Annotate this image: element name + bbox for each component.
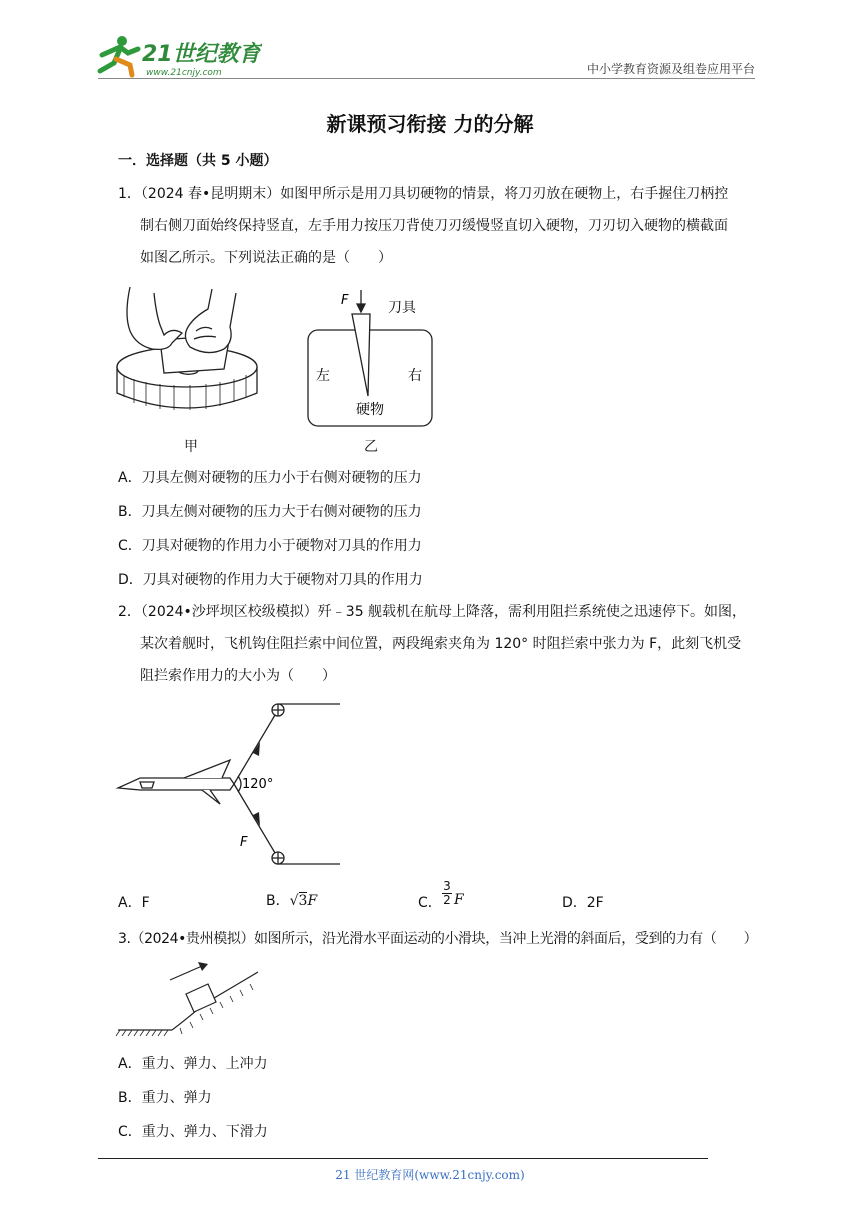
figure-jia-caption: 甲 <box>184 439 198 455</box>
angle-arc <box>238 776 241 792</box>
header-divider <box>98 78 755 79</box>
upper-cable <box>234 710 278 784</box>
slider-block <box>186 984 216 1012</box>
site-logo <box>92 33 262 79</box>
q3-option-a[interactable]: A．重力、弹力、上冲力 <box>118 1056 268 1072</box>
figure-incline <box>112 958 272 1040</box>
figure-yi-cross-section <box>300 288 440 432</box>
q3-option-c[interactable]: C．重力、弹力、下滑力 <box>118 1124 268 1140</box>
q3-option-b[interactable]: B．重力、弹力 <box>118 1090 212 1106</box>
left-label: 左 <box>316 368 330 384</box>
logo-text: 21世纪教育 <box>142 42 261 67</box>
platform-name: 中小学教育资源及组卷应用平台 <box>586 62 755 76</box>
airplane-tail <box>202 790 220 804</box>
q2-option-b[interactable]: B．√3F <box>266 893 318 909</box>
logo-url: www.21cnjy.com <box>146 68 222 78</box>
q2-option-a[interactable]: A．F <box>118 895 150 911</box>
q1-option-c[interactable]: C．刀具对硬物的作用力小于硬物对刀具的作用力 <box>118 538 422 554</box>
page-title: 新课预习衔接 力的分解 <box>326 112 534 136</box>
q1-option-d[interactable]: D．刀具对硬物的作用力大于硬物对刀具的作用力 <box>118 572 423 588</box>
force-f-label: F <box>240 835 248 850</box>
q2-option-d[interactable]: D．2F <box>562 895 604 911</box>
lower-arrow <box>253 812 260 826</box>
section-heading: 一．选择题（共 5 小题） <box>118 153 278 169</box>
figure-yi-caption: 乙 <box>364 439 378 455</box>
right-label: 右 <box>408 368 422 384</box>
ground-hatch <box>116 1030 168 1036</box>
question-3-text: 3.（2024•贵州模拟）如图所示，沿光滑水平面运动的小滑块，当冲上光滑的斜面后，受到的力有（ ） <box>118 931 758 947</box>
fraction: 3 2 <box>443 879 451 907</box>
runner-icon <box>100 36 138 75</box>
footer-link[interactable]: 21 世纪教育网(www.21cnjy.com) <box>335 1168 525 1182</box>
figure-jia-cutting <box>112 285 272 415</box>
footer-divider <box>98 1158 708 1159</box>
force-label: F <box>341 293 349 308</box>
velocity-arrow <box>170 966 202 980</box>
force-arrowhead <box>357 304 365 312</box>
q1-option-a[interactable]: A．刀具左侧对硬物的压力小于右侧对硬物的压力 <box>118 470 422 486</box>
object-label: 硬物 <box>356 402 384 418</box>
knife-blade <box>352 314 370 396</box>
question-2-text: 2．（2024•沙坪坝区校级模拟）歼﹣35 舰载机在航母上降落，需利用阻拦系统使之迅速停下。如图， 某次着舰时，飞机钩住阻拦索中间位置，两段绳索夹角为 120° 时阻拦索中张力为 F，此刻飞机受 阻拦索作用力的大小为（ ） <box>118 604 747 684</box>
airplane-wing <box>184 760 230 778</box>
angle-label: 120° <box>242 777 274 792</box>
question-1-text: 1．（2024 春•昆明期末）如图甲所示是用刀具切硬物的情景，将刀刃放在硬物上，右手握住刀柄控 制右侧刀面始终保持竖直，左手用力按压刀背使刀刃缓慢竖直切入硬物，刀刃切入硬物的横截面 如图乙所示。下列说法正确的是（ ） <box>118 186 729 266</box>
airplane-fuselage <box>118 778 234 790</box>
knife-label: 刀具 <box>388 300 416 316</box>
upper-arrow <box>253 742 260 756</box>
q1-option-b[interactable]: B．刀具左侧对硬物的压力大于右侧对硬物的压力 <box>118 504 422 520</box>
figure-arrester-cable <box>112 696 352 872</box>
